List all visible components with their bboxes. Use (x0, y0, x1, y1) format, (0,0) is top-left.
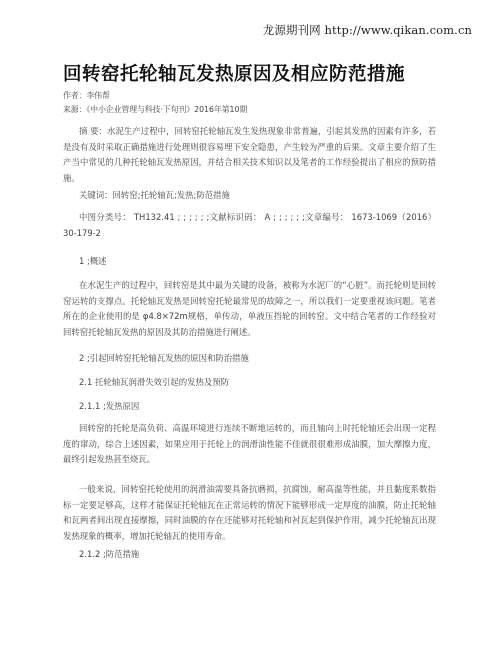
source-line: 来源：《中小企业管理与科技·下旬刊》2016年第10期 (63, 105, 248, 114)
article-title: 回转窑托轮轴瓦发热原因及相应防范措施 (63, 64, 406, 85)
author-line: 作者：李伟帮 (63, 91, 110, 100)
section-2-1-2-heading: 2.1.2 ;防范措施 (79, 549, 140, 559)
section-2-heading: 2 ;引起回转窑托轮轴瓦发热的原因和防治措施 (79, 353, 249, 363)
abstract: 摘 要：水泥生产过程中，回转窑托轮轴瓦发生发热现象非常普遍，引起其发热的因素有许多，若是没有及时采取正确措施进行处理则很容易埋下安全隐患，产生较为严重的后果。文章主要介绍了生产当中常见的几种托轮轴瓦发热原因，并结合相关技术知识以及笔者的工作经验提出了相应的预防措施。 (63, 126, 436, 183)
section-1-heading: 1 ;概述 (79, 256, 107, 266)
site-header[interactable]: 龙源期刊网 http://www.qikan.com.cn (262, 23, 472, 37)
paragraph-1: 在水泥生产的过程中，回转窑是其中最为关键的设备，被称为水泥厂的“心脏”。而托轮则是回转窑运转的支撑点。托轮轴瓦发热是回转窑托轮最常见的故障之一，所以我们一定要重视该问题。笔者所在的企业使用的是 φ4.8×72m规格，单传动，单液压挡轮的回转窑。文中结合笔者的工作经验对回转窑托轮轴瓦发热的原因及其防治措施进行阐述。 (63, 280, 436, 337)
paragraph-2: 回转窑的托轮是高负荷、高温环境进行连续不断地运转的，而且轴向上时托轮轴还会出现一定程度的窜动，综合上述因素，如果应用于托轮上的润滑油性能不佳就很很难形成油膜，加大摩擦力度，最终引起发热甚至烧瓦。 (63, 423, 436, 465)
classification: 中图分类号： TH132.41 ; ; ; ; ; ;文献标识码： A ; ; ; ; ; ;文章编号： 1673-1069（2016）30-179-2 (63, 212, 436, 238)
section-2-1-heading: 2.1 托轮轴瓦润滑失效引起的发热及预防 (79, 377, 229, 387)
section-2-1-1-heading: 2.1.1 ;发热原因 (79, 401, 140, 411)
paragraph-3: 一般来说，回转窑托轮使用的润滑油需要具备抗磨损，抗腐蚀，耐高温等性能，并且黏度系数指标一定要足够高，这样才能保证托轮轴瓦在正常运转的情况下能够形成一定厚度的油膜，防止托轮轴和瓦两者间出现直接摩擦，同时油膜的存在还能够对托轮轴和衬瓦起到保护作用，减少托轮轴瓦出现发热现象的概率，增加托轮轴瓦的使用寿命。 (63, 484, 436, 541)
keywords: 关键词：回转窑;托轮轴瓦;发热;防范措施 (79, 190, 230, 200)
